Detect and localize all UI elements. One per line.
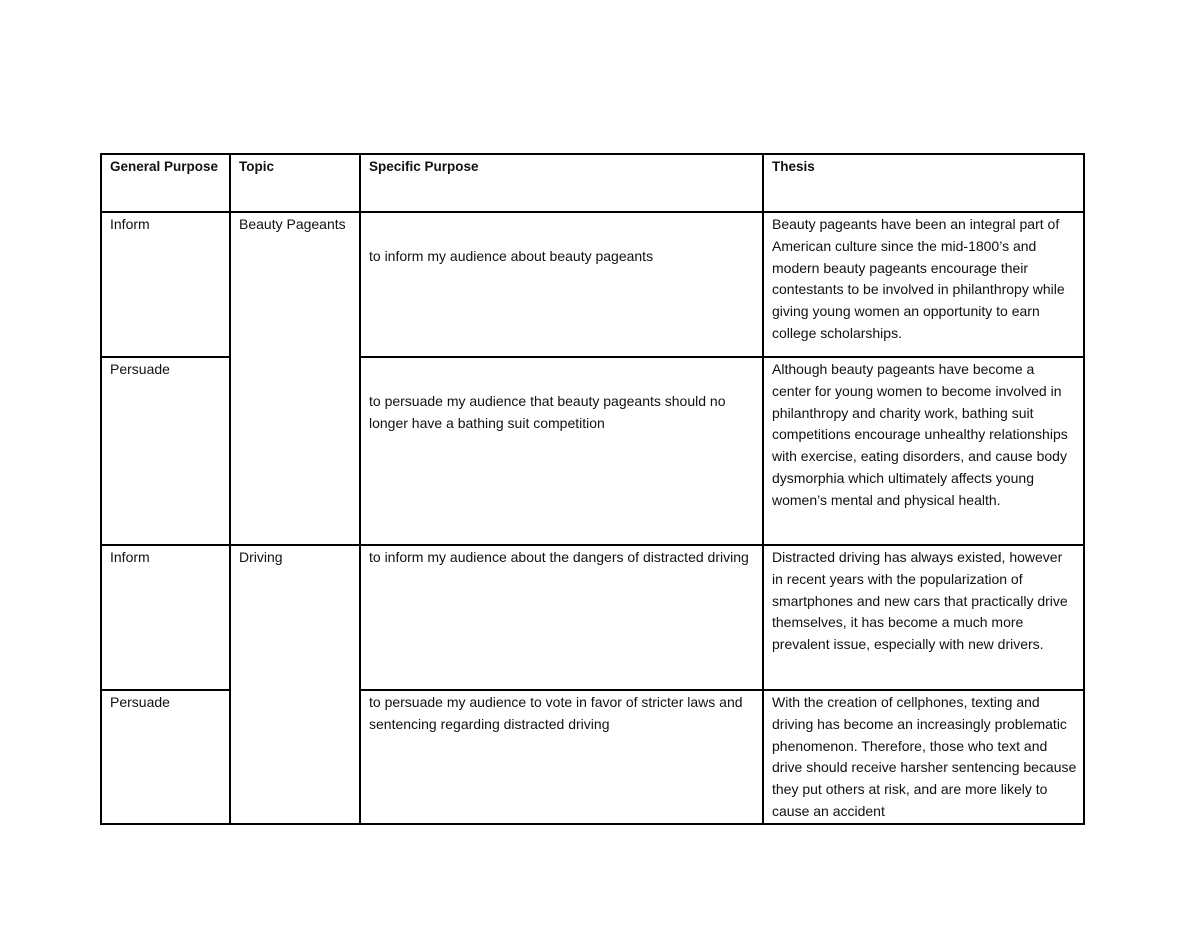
topic-text: Beauty Pageants: [239, 216, 346, 232]
thesis-text: Although beauty pageants have become a center for young women to become involved in philanthropy and charity work, bathing suit competitions encourage unhealthy relationships with exercise, eating disorders, and cause body dysmorphia which ultimately affects young women’s mental and physical health.: [772, 361, 1068, 508]
thesis-cell: [763, 357, 1084, 545]
general-purpose-text: Inform: [110, 216, 150, 232]
general-purpose-text: Inform: [110, 549, 150, 565]
table-header-row: [101, 154, 1084, 212]
header-thesis: Thesis: [763, 154, 1084, 212]
general-purpose-text: Persuade: [110, 361, 170, 377]
thesis-cell: [763, 212, 1084, 357]
thesis-text: Distracted driving has always existed, however in recent years with the popularization of smartphones and new cars that practically drive themselves, it has become a much more prevalent issue, especially with new drivers.: [772, 549, 1068, 653]
general-purpose-text: Persuade: [110, 694, 170, 710]
general-purpose-cell: [101, 212, 230, 357]
header-general-purpose: General Purpose: [101, 154, 230, 212]
specific-purpose-text: to inform my audience about the dangers of distracted driving: [369, 549, 749, 565]
specific-purpose-cell: [360, 212, 763, 357]
specific-purpose-cell: [360, 690, 763, 824]
specific-purpose-cell: [360, 357, 763, 545]
specific-purpose-text: to persuade my audience that beauty pageants should no longer have a bathing suit competition: [369, 393, 726, 431]
topic-text: Driving: [239, 549, 283, 565]
thesis-cell: [763, 545, 1084, 690]
general-purpose-cell: [101, 545, 230, 690]
topic-cell: [230, 212, 360, 545]
table-row: [101, 212, 1084, 357]
thesis-cell: [763, 690, 1084, 824]
topic-cell: [230, 545, 360, 824]
speech-purpose-table: [100, 153, 1085, 825]
specific-purpose-text: to persuade my audience to vote in favor of stricter laws and sentencing regarding distracted driving: [369, 694, 743, 732]
header-specific-purpose: Specific Purpose: [360, 154, 763, 212]
specific-purpose-text: to inform my audience about beauty pageants: [369, 248, 654, 264]
header-topic: Topic: [230, 154, 360, 212]
thesis-text: Beauty pageants have been an integral part of American culture since the mid-1800’s and modern beauty pageants encourage their contestants to be involved in philanthropy while giving young women an opportunity to earn college scholarships.: [772, 216, 1065, 341]
general-purpose-cell: [101, 357, 230, 545]
table-row: [101, 545, 1084, 690]
specific-purpose-cell: [360, 545, 763, 690]
general-purpose-cell: [101, 690, 230, 824]
thesis-text: With the creation of cellphones, texting and driving has become an increasingly problematic phenomenon. Therefore, those who text and drive should receive harsher sentencing because they put others at risk, and are more likely to cause an accident: [772, 694, 1077, 819]
